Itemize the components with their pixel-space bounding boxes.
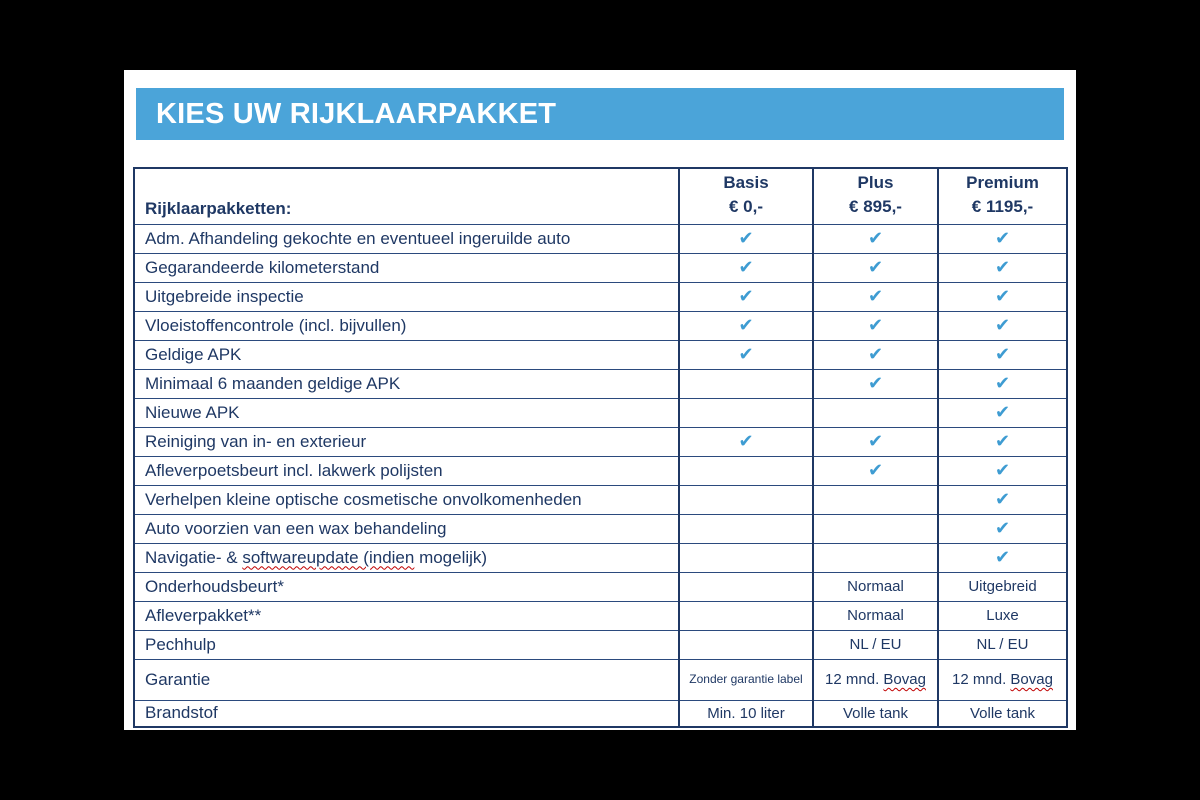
- check-icon: ✔: [867, 227, 884, 249]
- feature-label: Reiniging van in- en exterieur: [134, 427, 679, 456]
- check-icon: ✔: [867, 343, 884, 365]
- table-row: [134, 253, 1067, 282]
- cell-included: [938, 543, 1067, 572]
- table-row: [134, 630, 1067, 659]
- check-icon: ✔: [994, 372, 1011, 394]
- check-icon: ✔: [994, 517, 1011, 539]
- table-row: [134, 224, 1067, 253]
- cell-included: [679, 311, 813, 340]
- cell-value: Uitgebreid: [938, 572, 1067, 601]
- table-row: [134, 311, 1067, 340]
- feature-label: Adm. Afhandeling gekochte en eventueel ingeruilde auto: [134, 224, 679, 253]
- title-banner: [136, 88, 1064, 140]
- column-header-basis: [679, 168, 813, 224]
- cell-empty: [813, 485, 938, 514]
- check-icon: ✔: [994, 227, 1011, 249]
- check-icon: ✔: [867, 314, 884, 336]
- cell-value: Volle tank: [813, 700, 938, 727]
- cell-value: Min. 10 liter: [679, 700, 813, 727]
- cell-included: [938, 311, 1067, 340]
- feature-label: Navigatie- & softwareupdate (indien mogelijk): [134, 543, 679, 572]
- cell-included: [813, 224, 938, 253]
- feature-label: Minimaal 6 maanden geldige APK: [134, 369, 679, 398]
- cell-value: Zonder garantie label: [679, 659, 813, 700]
- check-icon: ✔: [994, 430, 1011, 452]
- check-icon: ✔: [994, 285, 1011, 307]
- cell-included: [938, 398, 1067, 427]
- cell-included: [938, 340, 1067, 369]
- cell-value: Normaal: [813, 601, 938, 630]
- cell-value: Luxe: [938, 601, 1067, 630]
- check-icon: ✔: [994, 343, 1011, 365]
- table-row: [134, 398, 1067, 427]
- cell-included: [938, 253, 1067, 282]
- cell-included: [938, 485, 1067, 514]
- cell-value: Normaal: [813, 572, 938, 601]
- column-header-plus: [813, 168, 938, 224]
- cell-empty: [679, 543, 813, 572]
- package-name: Plus: [857, 172, 894, 192]
- row-header-label: Rijklaarpakketten:: [134, 168, 679, 224]
- cell-included: [679, 340, 813, 369]
- table-row: [134, 572, 1067, 601]
- cell-value: 12 mnd. Bovag: [813, 659, 938, 700]
- table-row: [134, 369, 1067, 398]
- table-row: [134, 282, 1067, 311]
- cell-value: NL / EU: [813, 630, 938, 659]
- check-icon: ✔: [867, 372, 884, 394]
- table-row: [134, 543, 1067, 572]
- table-header: [134, 168, 1067, 224]
- cell-empty: [679, 456, 813, 485]
- cell-included: [679, 224, 813, 253]
- cell-included: [813, 369, 938, 398]
- feature-label: Nieuwe APK: [134, 398, 679, 427]
- spellcheck-underline: Bovag: [1010, 671, 1053, 688]
- feature-label: Geldige APK: [134, 340, 679, 369]
- feature-label: Pechhulp: [134, 630, 679, 659]
- table-row: [134, 514, 1067, 543]
- cell-included: [938, 224, 1067, 253]
- cell-empty: [679, 398, 813, 427]
- cell-included: [813, 340, 938, 369]
- cell-included: [679, 253, 813, 282]
- cell-empty: [813, 398, 938, 427]
- cell-included: [938, 369, 1067, 398]
- cell-included: [813, 311, 938, 340]
- feature-label: Garantie: [134, 659, 679, 700]
- cell-included: [679, 427, 813, 456]
- check-icon: ✔: [738, 285, 754, 307]
- cell-value: 12 mnd. Bovag: [938, 659, 1067, 700]
- check-icon: ✔: [738, 430, 754, 452]
- feature-label: Afleverpoetsbeurt incl. lakwerk polijsten: [134, 456, 679, 485]
- check-icon: ✔: [867, 256, 884, 278]
- feature-label: Gegarandeerde kilometerstand: [134, 253, 679, 282]
- cell-empty: [679, 601, 813, 630]
- check-icon: ✔: [994, 546, 1011, 568]
- cell-value: Volle tank: [938, 700, 1067, 727]
- table-row: [134, 700, 1067, 727]
- check-icon: ✔: [738, 314, 754, 336]
- package-table-body: [134, 224, 1067, 727]
- table-row: [134, 340, 1067, 369]
- cell-empty: [679, 514, 813, 543]
- feature-label: Brandstof: [134, 700, 679, 727]
- feature-label: Uitgebreide inspectie: [134, 282, 679, 311]
- table-row: [134, 456, 1067, 485]
- package-comparison-table: [133, 167, 1068, 728]
- check-icon: ✔: [994, 488, 1011, 510]
- header-row: [134, 168, 1067, 224]
- cell-included: [938, 282, 1067, 311]
- package-name: Premium: [966, 172, 1039, 192]
- package-price: € 895,-: [849, 196, 902, 216]
- column-header-premium: [938, 168, 1067, 224]
- cell-included: [938, 514, 1067, 543]
- table-row: [134, 659, 1067, 700]
- cell-value: NL / EU: [938, 630, 1067, 659]
- check-icon: ✔: [867, 459, 884, 481]
- cell-included: [679, 282, 813, 311]
- cell-empty: [813, 514, 938, 543]
- spellcheck-underline: Bovag: [883, 671, 926, 688]
- check-icon: ✔: [994, 314, 1011, 336]
- check-icon: ✔: [994, 256, 1011, 278]
- check-icon: ✔: [738, 256, 754, 278]
- cell-included: [813, 456, 938, 485]
- page-title: KIES UW RIJKLAARPAKKET: [156, 97, 557, 130]
- package-price: € 0,-: [728, 196, 764, 216]
- document-sheet: [124, 70, 1076, 730]
- package-name: Basis: [723, 172, 769, 192]
- spellcheck-underline: softwareupdate (indien: [242, 547, 415, 567]
- cell-included: [938, 427, 1067, 456]
- check-icon: ✔: [738, 227, 754, 249]
- check-icon: ✔: [867, 430, 884, 452]
- feature-label: Afleverpakket**: [134, 601, 679, 630]
- cell-empty: [679, 572, 813, 601]
- feature-label: Vloeistoffencontrole (incl. bijvullen): [134, 311, 679, 340]
- table-row: [134, 427, 1067, 456]
- check-icon: ✔: [738, 343, 754, 365]
- check-icon: ✔: [994, 459, 1011, 481]
- cell-empty: [679, 485, 813, 514]
- check-icon: ✔: [867, 285, 884, 307]
- check-icon: ✔: [994, 401, 1011, 423]
- cell-empty: [813, 543, 938, 572]
- cell-included: [813, 282, 938, 311]
- cell-included: [813, 427, 938, 456]
- cell-included: [938, 456, 1067, 485]
- table-row: [134, 485, 1067, 514]
- feature-label: Auto voorzien van een wax behandeling: [134, 514, 679, 543]
- package-price: € 1195,-: [971, 196, 1034, 216]
- table-row: [134, 601, 1067, 630]
- feature-label: Onderhoudsbeurt*: [134, 572, 679, 601]
- cell-empty: [679, 630, 813, 659]
- cell-empty: [679, 369, 813, 398]
- cell-included: [813, 253, 938, 282]
- feature-label: Verhelpen kleine optische cosmetische onvolkomenheden: [134, 485, 679, 514]
